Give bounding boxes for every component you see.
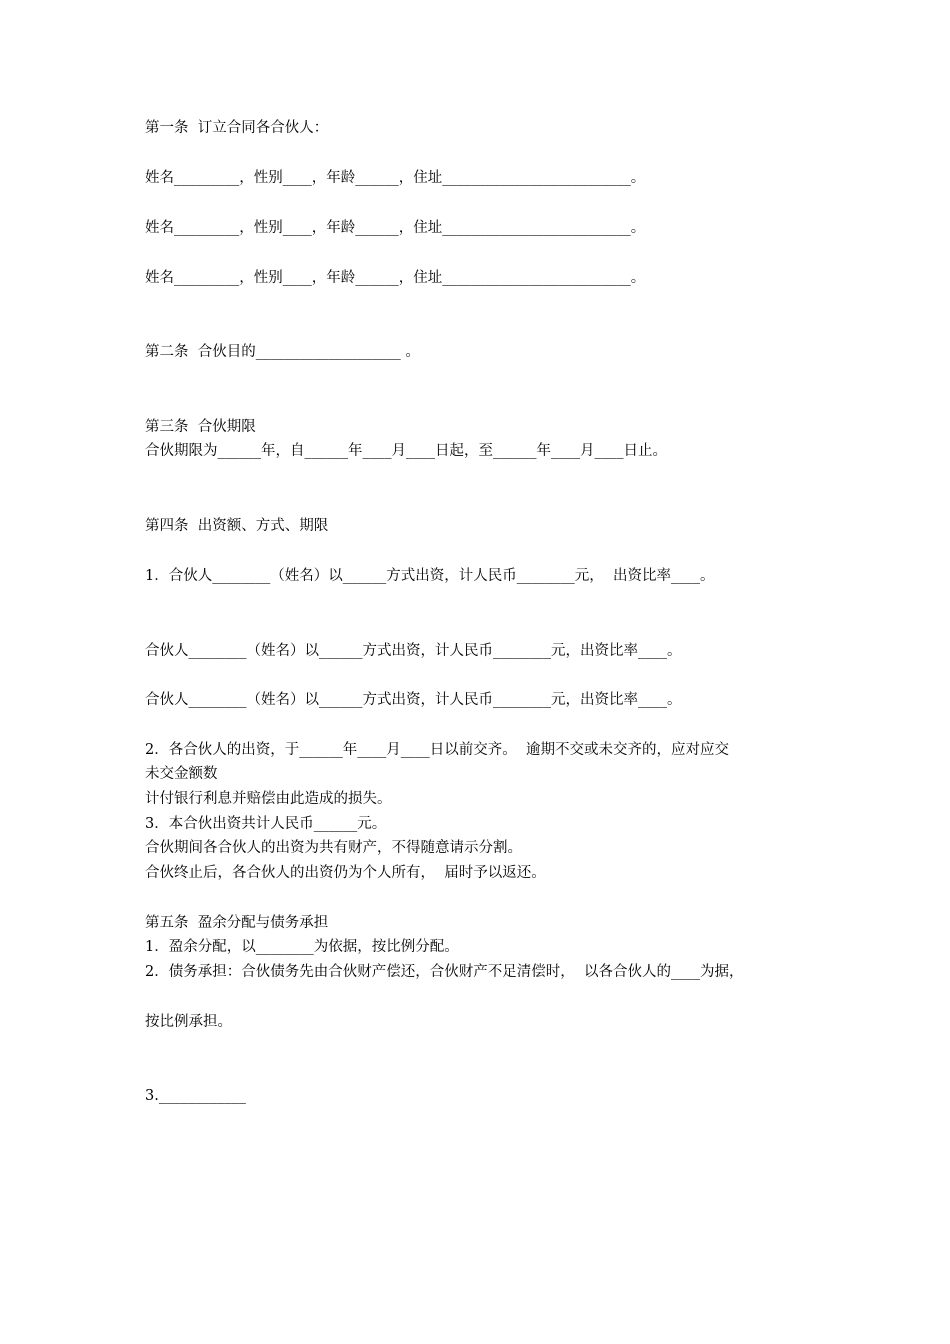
article4-note1: 合伙期间各合伙人的出资为共有财产，不得随意请示分割。: [145, 840, 522, 856]
article4-item2-line2: 未交金额数: [145, 766, 218, 782]
article4-item1-row2: 合伙人________（姓名）以______方式出资，计人民币________元，出资比率____。: [145, 643, 682, 659]
partner-row-3: 姓名_________，性别____，年龄______，住址__________________________。: [145, 270, 646, 286]
article5-item1: 1．盈余分配，以________为依据，按比例分配。: [145, 939, 459, 955]
article1-title: 第一条 订立合同各合伙人：: [145, 120, 329, 136]
partner-row-1: 姓名_________，性别____，年龄______，住址__________________________。: [145, 170, 646, 186]
article2-text: 第二条 合伙目的____________________ 。: [145, 344, 420, 360]
partner-row-2: 姓名_________，性别____，年龄______，住址__________________________。: [145, 220, 646, 236]
article4-item2-line1: 2．各合伙人的出资，于______年____月____日以前交齐。 逾期不交或未交齐的，应对应交: [145, 742, 729, 758]
article4-title: 第四条 出资额、方式、期限: [145, 518, 329, 534]
article5-item3: 3.____________: [145, 1088, 246, 1104]
article5-item2-line1: 2．债务承担：合伙债务先由合伙财产偿还，合伙财产不足清偿时， 以各合伙人的____为据，: [145, 964, 744, 980]
article3-text: 合伙期限为______年，自______年____月____日起，至______年____月____日止。: [145, 443, 667, 459]
article4-item1-row3: 合伙人________（姓名）以______方式出资，计人民币________元，出资比率____。: [145, 692, 682, 708]
article5-title: 第五条 盈余分配与债务承担: [145, 915, 329, 931]
article4-item3: 3．本合伙出资共计人民币______元。: [145, 816, 387, 832]
article5-item2-line2: 按比例承担。: [145, 1014, 232, 1030]
article4-item2-line3: 计付银行利息并赔偿由此造成的损失。: [145, 791, 392, 807]
article3-title: 第三条 合伙期限: [145, 419, 256, 435]
article4-item1: 1．合伙人________（姓名）以______方式出资，计人民币________元， 出资比率____。: [145, 568, 715, 584]
article4-note2: 合伙终止后，各合伙人的出资仍为个人所有， 届时予以返还。: [145, 865, 546, 881]
